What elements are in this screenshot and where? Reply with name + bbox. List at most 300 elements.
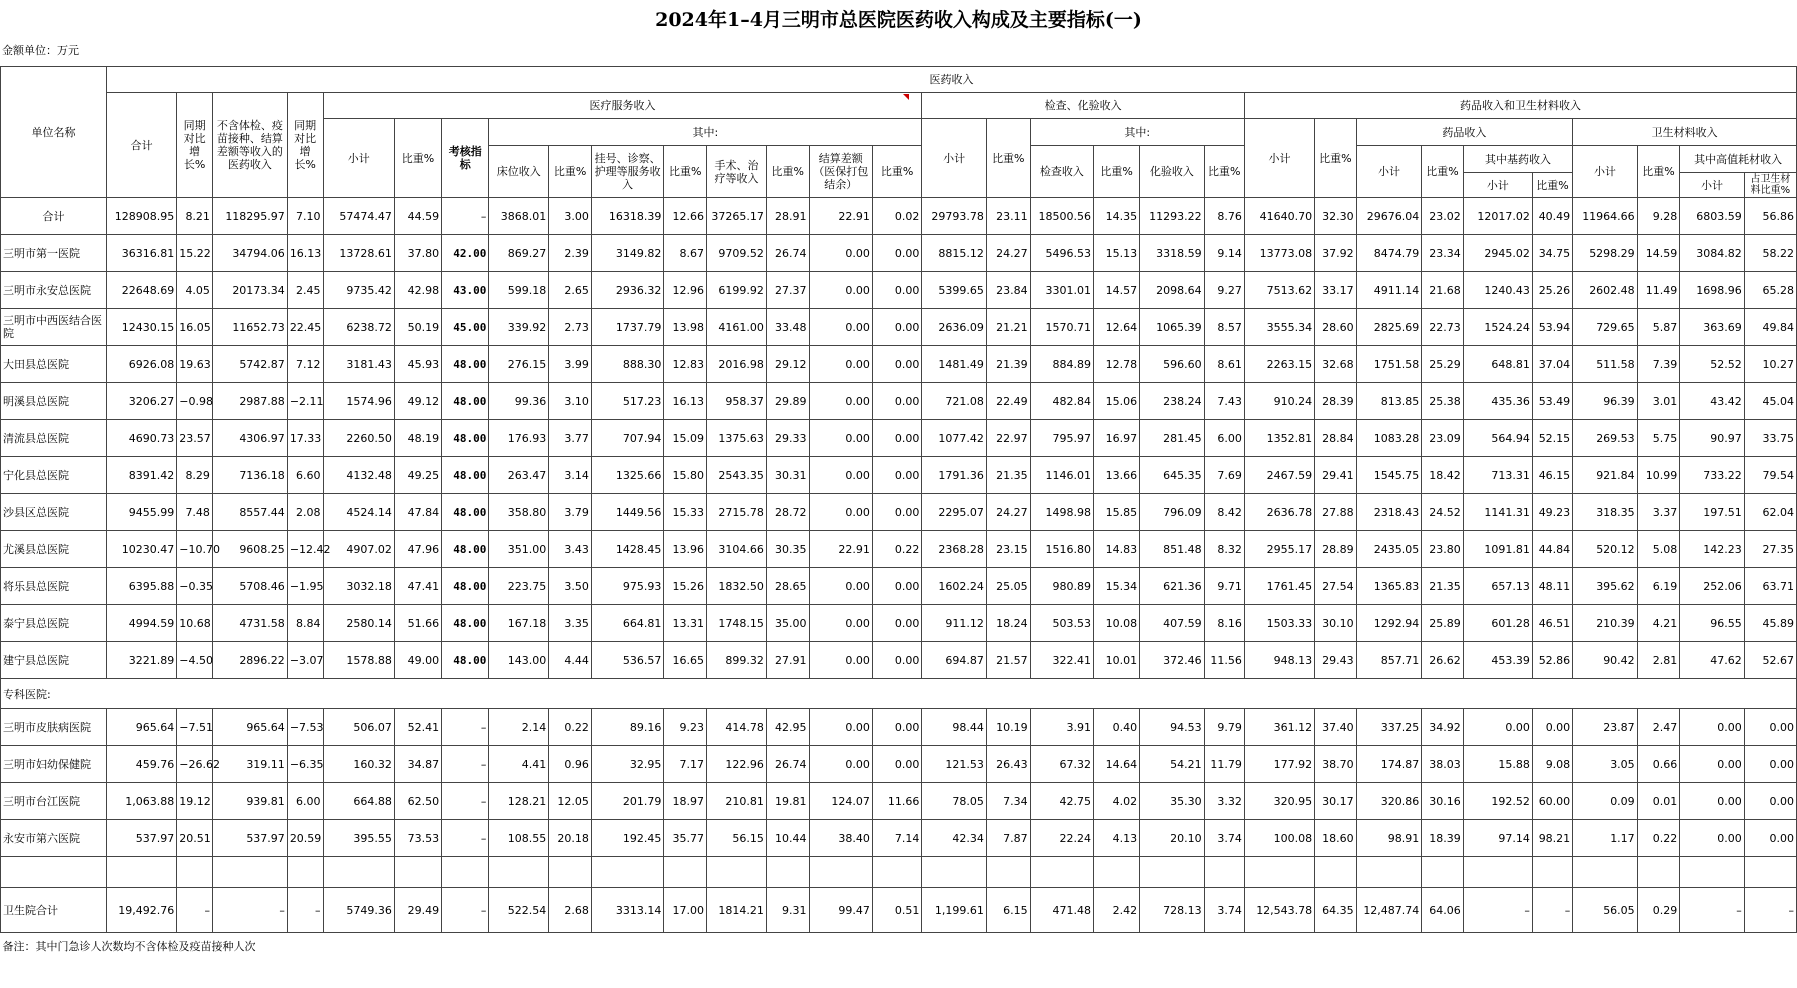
table-cell[interactable]: 10.68 bbox=[177, 605, 213, 642]
table-cell[interactable]: 1240.43 bbox=[1463, 272, 1532, 309]
table-cell[interactable]: 15.80 bbox=[664, 457, 707, 494]
table-cell[interactable]: 10.44 bbox=[766, 820, 809, 857]
row-name-cell[interactable]: 沙县区总医院 bbox=[1, 494, 107, 531]
table-cell[interactable]: 7.17 bbox=[664, 746, 707, 783]
table-cell[interactable]: – bbox=[1532, 888, 1572, 933]
table-cell[interactable]: 23.80 bbox=[1422, 531, 1463, 568]
empty-cell[interactable] bbox=[1315, 857, 1356, 888]
table-cell[interactable]: 3.14 bbox=[549, 457, 592, 494]
table-cell[interactable]: 49.23 bbox=[1532, 494, 1572, 531]
table-cell[interactable]: 3301.01 bbox=[1030, 272, 1093, 309]
table-cell[interactable]: 29.12 bbox=[766, 346, 809, 383]
table-cell[interactable]: 3318.59 bbox=[1140, 235, 1205, 272]
table-cell[interactable]: – bbox=[442, 709, 489, 746]
table-cell[interactable]: 596.60 bbox=[1140, 346, 1205, 383]
table-cell[interactable]: 2543.35 bbox=[707, 457, 767, 494]
table-cell[interactable]: 25.38 bbox=[1422, 383, 1463, 420]
table-cell[interactable]: 3.79 bbox=[549, 494, 592, 531]
row-name-cell[interactable]: 建宁县总医院 bbox=[1, 642, 107, 679]
table-cell[interactable]: 49.25 bbox=[394, 457, 441, 494]
table-cell[interactable]: 122.96 bbox=[707, 746, 767, 783]
table-cell[interactable]: 15.06 bbox=[1094, 383, 1140, 420]
table-cell[interactable]: 41640.70 bbox=[1244, 198, 1314, 235]
table-cell[interactable]: 45.00 bbox=[442, 309, 489, 346]
table-cell[interactable]: 7.43 bbox=[1204, 383, 1244, 420]
table-cell[interactable]: 33.75 bbox=[1744, 420, 1796, 457]
table-cell[interactable]: 6.60 bbox=[287, 457, 323, 494]
table-cell[interactable]: 0.00 bbox=[872, 383, 922, 420]
table-cell[interactable]: 38.40 bbox=[809, 820, 872, 857]
table-cell[interactable]: – bbox=[177, 888, 213, 933]
table-cell[interactable]: 15.34 bbox=[1094, 568, 1140, 605]
row-name-cell[interactable]: 三明市台江医院 bbox=[1, 783, 107, 820]
table-cell[interactable]: 10.19 bbox=[986, 709, 1030, 746]
table-cell[interactable]: 47.84 bbox=[394, 494, 441, 531]
table-cell[interactable]: 1498.98 bbox=[1030, 494, 1093, 531]
table-cell[interactable]: 22.97 bbox=[986, 420, 1030, 457]
table-cell[interactable]: 12.96 bbox=[664, 272, 707, 309]
table-cell[interactable]: 177.92 bbox=[1244, 746, 1314, 783]
table-cell[interactable]: 482.84 bbox=[1030, 383, 1093, 420]
table-cell[interactable]: 14.59 bbox=[1637, 235, 1680, 272]
table-cell[interactable]: 4.05 bbox=[177, 272, 213, 309]
table-cell[interactable]: 143.00 bbox=[489, 642, 549, 679]
table-cell[interactable]: 0.22 bbox=[549, 709, 592, 746]
table-cell[interactable]: 32.95 bbox=[591, 746, 664, 783]
table-cell[interactable]: 29.41 bbox=[1315, 457, 1356, 494]
table-cell[interactable]: 3181.43 bbox=[323, 346, 394, 383]
table-cell[interactable]: 13.98 bbox=[664, 309, 707, 346]
table-cell[interactable]: 42.34 bbox=[922, 820, 987, 857]
empty-cell[interactable] bbox=[442, 857, 489, 888]
table-cell[interactable]: – bbox=[212, 888, 287, 933]
table-cell[interactable]: 15.13 bbox=[1094, 235, 1140, 272]
table-cell[interactable]: 948.13 bbox=[1244, 642, 1314, 679]
table-cell[interactable]: 24.27 bbox=[986, 494, 1030, 531]
table-cell[interactable]: 32.68 bbox=[1315, 346, 1356, 383]
table-cell[interactable]: 0.51 bbox=[872, 888, 922, 933]
table-cell[interactable]: 1602.24 bbox=[922, 568, 987, 605]
table-cell[interactable]: 4731.58 bbox=[212, 605, 287, 642]
table-cell[interactable]: 2936.32 bbox=[591, 272, 664, 309]
table-cell[interactable]: 599.18 bbox=[489, 272, 549, 309]
table-cell[interactable]: 26.74 bbox=[766, 746, 809, 783]
table-cell[interactable]: 6395.88 bbox=[106, 568, 176, 605]
table-cell[interactable]: 0.40 bbox=[1094, 709, 1140, 746]
table-cell[interactable]: 339.92 bbox=[489, 309, 549, 346]
table-cell[interactable]: 21.35 bbox=[1422, 568, 1463, 605]
table-cell[interactable]: 9735.42 bbox=[323, 272, 394, 309]
table-cell[interactable]: 99.47 bbox=[809, 888, 872, 933]
table-cell[interactable]: 6199.92 bbox=[707, 272, 767, 309]
table-cell[interactable]: 27.88 bbox=[1315, 494, 1356, 531]
table-cell[interactable]: 20.10 bbox=[1140, 820, 1205, 857]
table-cell[interactable]: 48.00 bbox=[442, 346, 489, 383]
row-name-cell[interactable]: 泰宁县总医院 bbox=[1, 605, 107, 642]
table-cell[interactable]: 65.28 bbox=[1744, 272, 1796, 309]
table-cell[interactable]: 22.91 bbox=[809, 198, 872, 235]
table-cell[interactable]: 29676.04 bbox=[1356, 198, 1422, 235]
table-cell[interactable]: 37265.17 bbox=[707, 198, 767, 235]
table-cell[interactable]: 7513.62 bbox=[1244, 272, 1314, 309]
table-cell[interactable]: 19.12 bbox=[177, 783, 213, 820]
table-cell[interactable]: 18.60 bbox=[1315, 820, 1356, 857]
table-cell[interactable]: 20.18 bbox=[549, 820, 592, 857]
table-cell[interactable]: 2.08 bbox=[287, 494, 323, 531]
table-cell[interactable]: 9.79 bbox=[1204, 709, 1244, 746]
table-cell[interactable]: 5496.53 bbox=[1030, 235, 1093, 272]
table-cell[interactable]: 0.00 bbox=[1744, 746, 1796, 783]
table-cell[interactable]: 48.00 bbox=[442, 457, 489, 494]
table-cell[interactable]: 49.12 bbox=[394, 383, 441, 420]
table-cell[interactable]: 2.45 bbox=[287, 272, 323, 309]
table-cell[interactable]: 27.91 bbox=[766, 642, 809, 679]
table-cell[interactable]: 5.75 bbox=[1637, 420, 1680, 457]
table-cell[interactable]: 0.09 bbox=[1573, 783, 1638, 820]
table-cell[interactable]: 51.66 bbox=[394, 605, 441, 642]
empty-cell[interactable] bbox=[872, 857, 922, 888]
table-cell[interactable]: 0.00 bbox=[872, 746, 922, 783]
table-cell[interactable]: 3.01 bbox=[1637, 383, 1680, 420]
empty-cell[interactable] bbox=[1680, 857, 1745, 888]
table-cell[interactable]: 10.27 bbox=[1744, 346, 1796, 383]
table-cell[interactable]: 3.50 bbox=[549, 568, 592, 605]
table-cell[interactable]: 3.43 bbox=[549, 531, 592, 568]
table-cell[interactable]: 522.54 bbox=[489, 888, 549, 933]
empty-cell[interactable] bbox=[1744, 857, 1796, 888]
table-cell[interactable]: 35.00 bbox=[766, 605, 809, 642]
table-cell[interactable]: 12430.15 bbox=[106, 309, 176, 346]
table-cell[interactable]: 13.66 bbox=[1094, 457, 1140, 494]
table-cell[interactable]: 28.39 bbox=[1315, 383, 1356, 420]
table-cell[interactable]: 1791.36 bbox=[922, 457, 987, 494]
table-cell[interactable]: 23.87 bbox=[1573, 709, 1638, 746]
table-cell[interactable]: 48.00 bbox=[442, 568, 489, 605]
table-cell[interactable]: 3032.18 bbox=[323, 568, 394, 605]
table-cell[interactable]: 15.09 bbox=[664, 420, 707, 457]
table-cell[interactable]: 3.74 bbox=[1204, 888, 1244, 933]
table-cell[interactable]: 414.78 bbox=[707, 709, 767, 746]
table-cell[interactable]: 174.87 bbox=[1356, 746, 1422, 783]
table-cell[interactable]: 10.08 bbox=[1094, 605, 1140, 642]
table-cell[interactable]: 1814.21 bbox=[707, 888, 767, 933]
table-cell[interactable]: 9.14 bbox=[1204, 235, 1244, 272]
empty-cell[interactable] bbox=[986, 857, 1030, 888]
table-cell[interactable]: 42.98 bbox=[394, 272, 441, 309]
table-cell[interactable]: 48.00 bbox=[442, 605, 489, 642]
table-cell[interactable]: 18.24 bbox=[986, 605, 1030, 642]
table-cell[interactable]: 15.22 bbox=[177, 235, 213, 272]
table-cell[interactable]: 3.77 bbox=[549, 420, 592, 457]
table-cell[interactable]: 648.81 bbox=[1463, 346, 1532, 383]
table-cell[interactable]: – bbox=[1463, 888, 1532, 933]
table-cell[interactable]: 9.31 bbox=[766, 888, 809, 933]
table-cell[interactable]: 24.27 bbox=[986, 235, 1030, 272]
row-name-cell[interactable]: 三明市中西医结合医院 bbox=[1, 309, 107, 346]
table-cell[interactable]: 0.01 bbox=[1637, 783, 1680, 820]
table-cell[interactable]: 21.68 bbox=[1422, 272, 1463, 309]
table-cell[interactable]: 8474.79 bbox=[1356, 235, 1422, 272]
table-cell[interactable]: 124.07 bbox=[809, 783, 872, 820]
row-name-cell[interactable]: 将乐县总医院 bbox=[1, 568, 107, 605]
table-cell[interactable]: 884.89 bbox=[1030, 346, 1093, 383]
table-cell[interactable]: 30.16 bbox=[1422, 783, 1463, 820]
table-cell[interactable]: 1365.83 bbox=[1356, 568, 1422, 605]
table-cell[interactable]: 453.39 bbox=[1463, 642, 1532, 679]
table-cell[interactable]: 98.44 bbox=[922, 709, 987, 746]
table-cell[interactable]: 13728.61 bbox=[323, 235, 394, 272]
table-cell[interactable]: 27.37 bbox=[766, 272, 809, 309]
row-name-cell[interactable]: 合计 bbox=[1, 198, 107, 235]
table-cell[interactable]: 37.80 bbox=[394, 235, 441, 272]
table-cell[interactable]: 16.13 bbox=[664, 383, 707, 420]
table-cell[interactable]: 2.73 bbox=[549, 309, 592, 346]
table-cell[interactable]: 34.92 bbox=[1422, 709, 1463, 746]
table-cell[interactable]: 2263.15 bbox=[1244, 346, 1314, 383]
table-cell[interactable]: 73.53 bbox=[394, 820, 441, 857]
table-cell[interactable]: 5399.65 bbox=[922, 272, 987, 309]
table-cell[interactable]: 0.00 bbox=[809, 309, 872, 346]
table-cell[interactable]: 10.01 bbox=[1094, 642, 1140, 679]
table-cell[interactable]: 520.12 bbox=[1573, 531, 1638, 568]
table-cell[interactable]: 49.00 bbox=[394, 642, 441, 679]
table-cell[interactable]: 97.14 bbox=[1463, 820, 1532, 857]
table-cell[interactable]: 56.86 bbox=[1744, 198, 1796, 235]
table-cell[interactable]: 3206.27 bbox=[106, 383, 176, 420]
table-cell[interactable]: 15.26 bbox=[664, 568, 707, 605]
table-cell[interactable]: 46.51 bbox=[1532, 605, 1572, 642]
table-cell[interactable]: 1524.24 bbox=[1463, 309, 1532, 346]
table-cell[interactable]: 601.28 bbox=[1463, 605, 1532, 642]
table-cell[interactable]: −4.50 bbox=[177, 642, 213, 679]
table-cell[interactable]: 8.76 bbox=[1204, 198, 1244, 235]
table-cell[interactable]: 33.17 bbox=[1315, 272, 1356, 309]
table-cell[interactable]: 40.49 bbox=[1532, 198, 1572, 235]
table-cell[interactable]: 7136.18 bbox=[212, 457, 287, 494]
table-cell[interactable]: 100.08 bbox=[1244, 820, 1314, 857]
table-cell[interactable]: 1578.88 bbox=[323, 642, 394, 679]
table-cell[interactable]: 9455.99 bbox=[106, 494, 176, 531]
table-cell[interactable]: 645.35 bbox=[1140, 457, 1205, 494]
table-cell[interactable]: 176.93 bbox=[489, 420, 549, 457]
table-cell[interactable]: 4.21 bbox=[1637, 605, 1680, 642]
table-cell[interactable]: 361.12 bbox=[1244, 709, 1314, 746]
table-cell[interactable]: 63.71 bbox=[1744, 568, 1796, 605]
table-cell[interactable]: 517.23 bbox=[591, 383, 664, 420]
table-cell[interactable]: 8.21 bbox=[177, 198, 213, 235]
table-cell[interactable]: 813.85 bbox=[1356, 383, 1422, 420]
row-name-cell[interactable]: 明溪县总医院 bbox=[1, 383, 107, 420]
table-cell[interactable]: 939.81 bbox=[212, 783, 287, 820]
table-cell[interactable]: 7.12 bbox=[287, 346, 323, 383]
table-cell[interactable]: 35.30 bbox=[1140, 783, 1205, 820]
table-cell[interactable]: 0.00 bbox=[872, 642, 922, 679]
table-cell[interactable]: 8815.12 bbox=[922, 235, 987, 272]
table-cell[interactable]: 42.75 bbox=[1030, 783, 1093, 820]
table-cell[interactable]: 142.23 bbox=[1680, 531, 1745, 568]
table-cell[interactable]: 11.79 bbox=[1204, 746, 1244, 783]
table-cell[interactable]: 50.19 bbox=[394, 309, 441, 346]
table-cell[interactable]: 2896.22 bbox=[212, 642, 287, 679]
table-cell[interactable]: 79.54 bbox=[1744, 457, 1796, 494]
table-cell[interactable]: 22648.69 bbox=[106, 272, 176, 309]
table-cell[interactable]: 3.00 bbox=[549, 198, 592, 235]
table-cell[interactable]: 34.87 bbox=[394, 746, 441, 783]
table-cell[interactable]: 795.97 bbox=[1030, 420, 1093, 457]
table-cell[interactable]: 8.16 bbox=[1204, 605, 1244, 642]
table-cell[interactable]: 564.94 bbox=[1463, 420, 1532, 457]
table-cell[interactable]: 2318.43 bbox=[1356, 494, 1422, 531]
table-cell[interactable]: −6.35 bbox=[287, 746, 323, 783]
table-cell[interactable]: 13773.08 bbox=[1244, 235, 1314, 272]
table-cell[interactable]: 19.81 bbox=[766, 783, 809, 820]
table-cell[interactable]: 22.91 bbox=[809, 531, 872, 568]
table-cell[interactable]: 23.15 bbox=[986, 531, 1030, 568]
table-cell[interactable]: 4907.02 bbox=[323, 531, 394, 568]
table-cell[interactable]: 16.05 bbox=[177, 309, 213, 346]
table-cell[interactable]: 12.83 bbox=[664, 346, 707, 383]
empty-cell[interactable] bbox=[549, 857, 592, 888]
table-cell[interactable]: 0.00 bbox=[1744, 709, 1796, 746]
table-cell[interactable]: 45.04 bbox=[1744, 383, 1796, 420]
table-cell[interactable]: 6926.08 bbox=[106, 346, 176, 383]
table-cell[interactable]: 3.35 bbox=[549, 605, 592, 642]
table-cell[interactable]: 5708.46 bbox=[212, 568, 287, 605]
table-cell[interactable]: 0.00 bbox=[1744, 820, 1796, 857]
table-cell[interactable]: 0.00 bbox=[872, 709, 922, 746]
table-cell[interactable]: 5.08 bbox=[1637, 531, 1680, 568]
row-name-cell[interactable]: 清流县总医院 bbox=[1, 420, 107, 457]
table-cell[interactable]: 98.21 bbox=[1532, 820, 1572, 857]
table-cell[interactable]: 43.00 bbox=[442, 272, 489, 309]
table-cell[interactable]: 269.53 bbox=[1573, 420, 1638, 457]
table-cell[interactable]: 1832.50 bbox=[707, 568, 767, 605]
row-name-cell[interactable]: 大田县总医院 bbox=[1, 346, 107, 383]
table-cell[interactable]: 44.84 bbox=[1532, 531, 1572, 568]
empty-cell[interactable] bbox=[922, 857, 987, 888]
table-cell[interactable]: 48.00 bbox=[442, 383, 489, 420]
table-cell[interactable]: 3.32 bbox=[1204, 783, 1244, 820]
empty-cell[interactable] bbox=[1532, 857, 1572, 888]
table-cell[interactable]: 11293.22 bbox=[1140, 198, 1205, 235]
table-cell[interactable]: −12.42 bbox=[287, 531, 323, 568]
table-cell[interactable]: – bbox=[442, 783, 489, 820]
table-cell[interactable]: 3221.89 bbox=[106, 642, 176, 679]
empty-cell[interactable] bbox=[1030, 857, 1093, 888]
table-cell[interactable]: 3149.82 bbox=[591, 235, 664, 272]
empty-cell[interactable] bbox=[1356, 857, 1422, 888]
table-cell[interactable]: 28.65 bbox=[766, 568, 809, 605]
table-cell[interactable]: 0.00 bbox=[872, 235, 922, 272]
table-cell[interactable]: 1449.56 bbox=[591, 494, 664, 531]
table-cell[interactable]: 7.14 bbox=[872, 820, 922, 857]
table-cell[interactable]: 0.00 bbox=[872, 494, 922, 531]
table-cell[interactable]: 15.88 bbox=[1463, 746, 1532, 783]
table-cell[interactable]: 52.41 bbox=[394, 709, 441, 746]
table-cell[interactable]: 197.51 bbox=[1680, 494, 1745, 531]
table-cell[interactable]: 108.55 bbox=[489, 820, 549, 857]
table-cell[interactable]: 26.43 bbox=[986, 746, 1030, 783]
table-cell[interactable]: 1481.49 bbox=[922, 346, 987, 383]
table-cell[interactable]: 252.06 bbox=[1680, 568, 1745, 605]
table-cell[interactable]: 20.51 bbox=[177, 820, 213, 857]
table-cell[interactable]: 30.17 bbox=[1315, 783, 1356, 820]
table-cell[interactable]: 980.89 bbox=[1030, 568, 1093, 605]
table-cell[interactable]: 1375.63 bbox=[707, 420, 767, 457]
table-cell[interactable]: 728.13 bbox=[1140, 888, 1205, 933]
table-cell[interactable]: 4132.48 bbox=[323, 457, 394, 494]
table-cell[interactable]: 1751.58 bbox=[1356, 346, 1422, 383]
table-cell[interactable]: 9.28 bbox=[1637, 198, 1680, 235]
table-cell[interactable]: 18.97 bbox=[664, 783, 707, 820]
table-cell[interactable]: 16318.39 bbox=[591, 198, 664, 235]
table-cell[interactable]: 2580.14 bbox=[323, 605, 394, 642]
table-cell[interactable]: 45.89 bbox=[1744, 605, 1796, 642]
table-cell[interactable]: 12,543.78 bbox=[1244, 888, 1314, 933]
table-cell[interactable]: 2955.17 bbox=[1244, 531, 1314, 568]
table-cell[interactable]: 47.62 bbox=[1680, 642, 1745, 679]
table-cell[interactable]: 707.94 bbox=[591, 420, 664, 457]
table-cell[interactable]: 64.06 bbox=[1422, 888, 1463, 933]
table-cell[interactable]: 2260.50 bbox=[323, 420, 394, 457]
table-cell[interactable]: 38.70 bbox=[1315, 746, 1356, 783]
table-cell[interactable]: 43.42 bbox=[1680, 383, 1745, 420]
table-cell[interactable]: 6.00 bbox=[1204, 420, 1244, 457]
table-cell[interactable]: – bbox=[442, 888, 489, 933]
table-cell[interactable]: 2016.98 bbox=[707, 346, 767, 383]
table-cell[interactable]: 0.66 bbox=[1637, 746, 1680, 783]
table-cell[interactable]: 12.78 bbox=[1094, 346, 1140, 383]
table-cell[interactable]: 0.00 bbox=[809, 383, 872, 420]
empty-cell[interactable] bbox=[1463, 857, 1532, 888]
table-cell[interactable]: 0.00 bbox=[872, 457, 922, 494]
table-cell[interactable]: 21.57 bbox=[986, 642, 1030, 679]
table-cell[interactable]: 14.83 bbox=[1094, 531, 1140, 568]
table-cell[interactable]: 1737.79 bbox=[591, 309, 664, 346]
table-cell[interactable]: 2825.69 bbox=[1356, 309, 1422, 346]
table-cell[interactable]: 47.96 bbox=[394, 531, 441, 568]
table-cell[interactable]: 1503.33 bbox=[1244, 605, 1314, 642]
table-cell[interactable]: 2098.64 bbox=[1140, 272, 1205, 309]
table-cell[interactable]: 322.41 bbox=[1030, 642, 1093, 679]
table-cell[interactable]: 281.45 bbox=[1140, 420, 1205, 457]
table-cell[interactable]: 48.00 bbox=[442, 531, 489, 568]
table-cell[interactable]: 921.84 bbox=[1573, 457, 1638, 494]
table-cell[interactable]: 869.27 bbox=[489, 235, 549, 272]
table-cell[interactable]: 2987.88 bbox=[212, 383, 287, 420]
table-cell[interactable]: 4161.00 bbox=[707, 309, 767, 346]
table-cell[interactable]: 49.84 bbox=[1744, 309, 1796, 346]
table-cell[interactable]: 210.39 bbox=[1573, 605, 1638, 642]
table-cell[interactable]: 5742.87 bbox=[212, 346, 287, 383]
table-cell[interactable]: 52.67 bbox=[1744, 642, 1796, 679]
table-cell[interactable]: 2295.07 bbox=[922, 494, 987, 531]
table-cell[interactable]: 19,492.76 bbox=[106, 888, 176, 933]
table-cell[interactable]: 713.31 bbox=[1463, 457, 1532, 494]
table-cell[interactable]: 53.49 bbox=[1532, 383, 1572, 420]
table-cell[interactable]: 223.75 bbox=[489, 568, 549, 605]
table-cell[interactable]: 9.08 bbox=[1532, 746, 1572, 783]
table-cell[interactable]: 34.75 bbox=[1532, 235, 1572, 272]
empty-cell[interactable] bbox=[664, 857, 707, 888]
table-cell[interactable]: 5749.36 bbox=[323, 888, 394, 933]
table-cell[interactable]: 54.21 bbox=[1140, 746, 1205, 783]
table-cell[interactable]: 1077.42 bbox=[922, 420, 987, 457]
table-cell[interactable]: 48.00 bbox=[442, 420, 489, 457]
table-cell[interactable]: 0.00 bbox=[1680, 820, 1745, 857]
table-cell[interactable]: 210.81 bbox=[707, 783, 767, 820]
table-cell[interactable]: 94.53 bbox=[1140, 709, 1205, 746]
